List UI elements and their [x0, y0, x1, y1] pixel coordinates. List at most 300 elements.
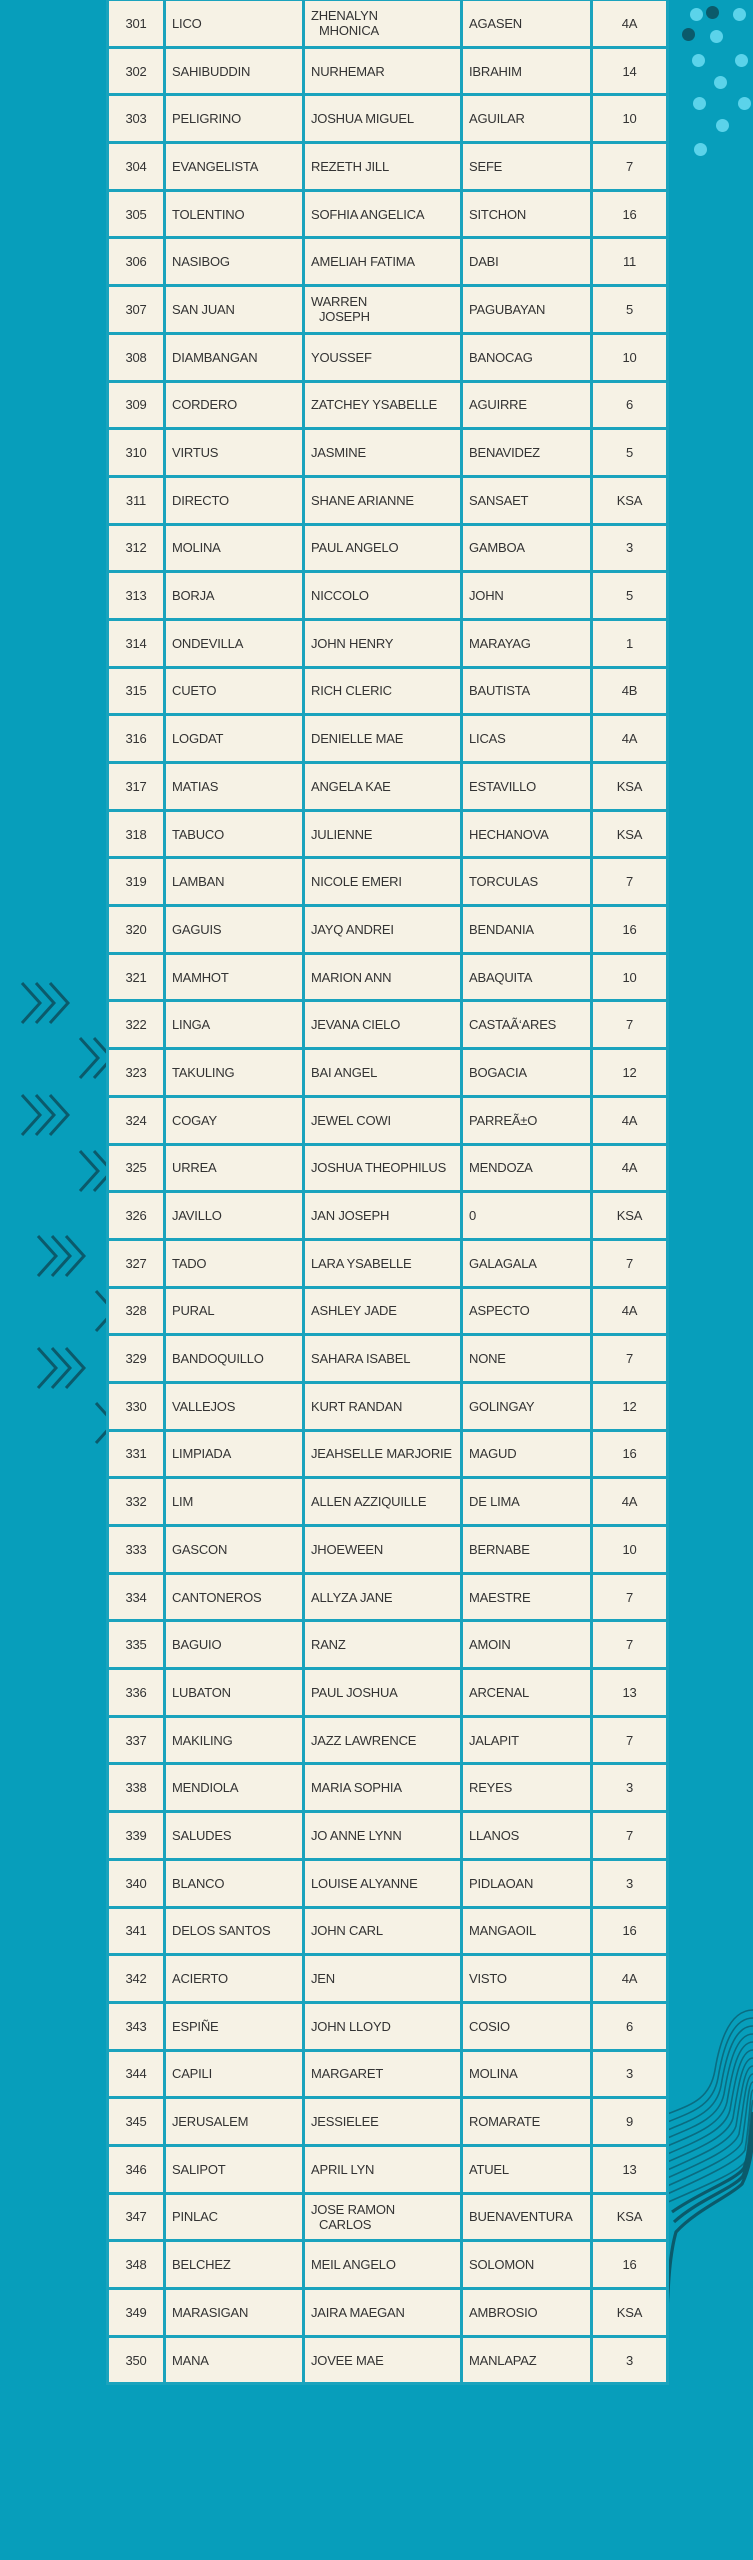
row-number-cell: 311	[108, 476, 165, 524]
grade-cell: 9	[592, 2098, 668, 2146]
row-number-cell: 310	[108, 429, 165, 477]
chevron-right-icon	[36, 1233, 96, 1279]
dot-icon	[716, 119, 729, 132]
last-name-cell: LUBATON	[165, 1669, 304, 1717]
grade-cell: 4A	[592, 0, 668, 47]
row-number-cell: 332	[108, 1478, 165, 1526]
last-name-cell: MAMHOT	[165, 953, 304, 1001]
last-name-cell: CANTONEROS	[165, 1573, 304, 1621]
first-name-cell	[304, 1716, 462, 1764]
first-name-cell	[304, 1096, 462, 1144]
grade-cell: 16	[592, 1907, 668, 1955]
grade-cell: 11	[592, 238, 668, 286]
first-name-line: JOSHUA MIGUEL	[311, 111, 414, 127]
last-name-cell: ESPIÑE	[165, 2002, 304, 2050]
last-name-cell: MANA	[165, 2336, 304, 2384]
table-row	[108, 1812, 668, 1860]
last-name-cell: ONDEVILLA	[165, 619, 304, 667]
first-name-line: SHANE ARIANNE	[311, 492, 414, 508]
last-name-cell: VIRTUS	[165, 429, 304, 477]
middle-name-cell: NONE	[462, 1335, 592, 1383]
grade-cell: 12	[592, 1049, 668, 1097]
chevron-right-icon	[78, 1148, 106, 1194]
first-name-line: ANGELA KAE	[311, 778, 391, 794]
grade-cell: 3	[592, 524, 668, 572]
first-name-line: NURHEMAR	[311, 63, 385, 79]
row-number-cell: 324	[108, 1096, 165, 1144]
first-name-line: RANZ	[311, 1637, 346, 1653]
grade-cell: 1	[592, 619, 668, 667]
middle-name-cell: BUENAVENTURA	[462, 2193, 592, 2241]
row-number-cell: 309	[108, 381, 165, 429]
grade-cell: 4A	[592, 1955, 668, 2003]
grade-cell: 7	[592, 143, 668, 191]
middle-name-cell: LLANOS	[462, 1812, 592, 1860]
dot-icon	[738, 97, 751, 110]
row-number-cell: 338	[108, 1764, 165, 1812]
dot-icon	[693, 97, 706, 110]
last-name-cell: BLANCO	[165, 1859, 304, 1907]
middle-name-cell: GALAGALA	[462, 1239, 592, 1287]
middle-name-cell: BENDANIA	[462, 906, 592, 954]
row-number-cell: 328	[108, 1287, 165, 1335]
grade-cell: 16	[592, 906, 668, 954]
table-row	[108, 1096, 668, 1144]
middle-name-cell: MOLINA	[462, 2050, 592, 2098]
middle-name-cell: JOHN	[462, 572, 592, 620]
table-row	[108, 1192, 668, 1240]
first-name-line: JOVEE MAE	[311, 2352, 384, 2368]
first-name-cell	[304, 1859, 462, 1907]
first-name-line: MARION ANN	[311, 969, 392, 985]
table-row	[108, 1669, 668, 1717]
row-number-cell: 341	[108, 1907, 165, 1955]
first-name-cell	[304, 381, 462, 429]
dot-icon	[735, 54, 748, 67]
last-name-cell: EVANGELISTA	[165, 143, 304, 191]
middle-name-cell: 0	[462, 1192, 592, 1240]
table-row	[108, 2050, 668, 2098]
last-name-cell: DIAMBANGAN	[165, 333, 304, 381]
grade-cell: KSA	[592, 1192, 668, 1240]
first-name-line: RICH CLERIC	[311, 683, 392, 699]
table-row	[108, 47, 668, 95]
first-name-cell	[304, 2336, 462, 2384]
last-name-cell: LOGDAT	[165, 715, 304, 763]
first-name-cell	[304, 763, 462, 811]
first-name-line: NICCOLO	[311, 588, 369, 604]
first-name-cell	[304, 2002, 462, 2050]
last-name-cell: SAN JUAN	[165, 286, 304, 334]
table-row	[108, 1239, 668, 1287]
first-name-line: JOHN HENRY	[311, 635, 394, 651]
last-name-cell: BANDOQUILLO	[165, 1335, 304, 1383]
first-name-line: APRIL LYN	[311, 2161, 375, 2177]
row-number-cell: 314	[108, 619, 165, 667]
grade-cell: 10	[592, 953, 668, 1001]
middle-name-cell: AGUIRRE	[462, 381, 592, 429]
last-name-cell: BAGUIO	[165, 1621, 304, 1669]
table-row	[108, 2336, 668, 2384]
first-name-line: BAI ANGEL	[311, 1064, 378, 1080]
first-name-line: JAIRA MAEGAN	[311, 2304, 405, 2320]
first-name-line: ALLYZA JANE	[311, 1589, 393, 1605]
table-row	[108, 143, 668, 191]
row-number-cell: 334	[108, 1573, 165, 1621]
first-name-line: SOFHIA ANGELICA	[311, 206, 425, 222]
grade-cell: 3	[592, 2336, 668, 2384]
first-name-cell	[304, 1764, 462, 1812]
row-number-cell: 321	[108, 953, 165, 1001]
chevron-right-icon	[94, 1288, 106, 1334]
first-name-line: LOUISE ALYANNE	[311, 1875, 418, 1891]
first-name-cell	[304, 2289, 462, 2337]
first-name-cell	[304, 1049, 462, 1097]
first-name-line: ALLEN AZZIQUILLE	[311, 1494, 427, 1510]
first-name-cell	[304, 572, 462, 620]
table-row	[108, 0, 668, 47]
row-number-cell: 306	[108, 238, 165, 286]
row-number-cell: 303	[108, 95, 165, 143]
first-name-cell	[304, 190, 462, 238]
row-number-cell: 322	[108, 1001, 165, 1049]
middle-name-cell: SEFE	[462, 143, 592, 191]
dot-icon	[692, 54, 705, 67]
middle-name-cell: BAUTISTA	[462, 667, 592, 715]
row-number-cell: 307	[108, 286, 165, 334]
row-number-cell: 308	[108, 333, 165, 381]
first-name-cell	[304, 619, 462, 667]
first-name-cell	[304, 238, 462, 286]
row-number-cell: 349	[108, 2289, 165, 2337]
first-name-line: JOHN CARL	[311, 1923, 383, 1939]
row-number-cell: 345	[108, 2098, 165, 2146]
table-row	[108, 1144, 668, 1192]
middle-name-cell: MAESTRE	[462, 1573, 592, 1621]
first-name-line: JULIENNE	[311, 826, 373, 842]
row-number-cell: 327	[108, 1239, 165, 1287]
first-name-line: JOSHUA THEOPHILUS	[311, 1160, 447, 1176]
grade-cell: 4A	[592, 1144, 668, 1192]
last-name-cell: SALIPOT	[165, 2145, 304, 2193]
first-name-line: JO ANNE LYNN	[311, 1827, 402, 1843]
student-list-table	[106, 0, 669, 2385]
last-name-cell: URREA	[165, 1144, 304, 1192]
first-name-line: SAHARA ISABEL	[311, 1351, 411, 1367]
middle-name-cell: AGUILAR	[462, 95, 592, 143]
last-name-cell: CORDERO	[165, 381, 304, 429]
row-number-cell: 342	[108, 1955, 165, 2003]
table-row	[108, 1001, 668, 1049]
last-name-cell: MOLINA	[165, 524, 304, 572]
grade-cell: 5	[592, 572, 668, 620]
first-name-line: JOSEPH	[319, 309, 370, 325]
grade-cell: 6	[592, 381, 668, 429]
row-number-cell: 331	[108, 1430, 165, 1478]
first-name-cell	[304, 1382, 462, 1430]
first-name-cell	[304, 524, 462, 572]
row-number-cell: 317	[108, 763, 165, 811]
last-name-cell: TABUCO	[165, 810, 304, 858]
grade-cell: 7	[592, 858, 668, 906]
grade-cell: 13	[592, 1669, 668, 1717]
grade-cell: 16	[592, 1430, 668, 1478]
first-name-line: WARREN	[311, 294, 368, 310]
first-name-line: ZHENALYN	[311, 8, 378, 24]
table-row	[108, 619, 668, 667]
chevron-right-icon	[94, 1400, 106, 1446]
first-name-line: DENIELLE MAE	[311, 731, 404, 747]
first-name-line: CARLOS	[319, 2216, 372, 2232]
last-name-cell: SALUDES	[165, 1812, 304, 1860]
table-row	[108, 1049, 668, 1097]
middle-name-cell: DE LIMA	[462, 1478, 592, 1526]
first-name-line: JAYQ ANDREI	[311, 921, 394, 937]
grade-cell: 3	[592, 2050, 668, 2098]
first-name-cell	[304, 906, 462, 954]
last-name-cell: TADO	[165, 1239, 304, 1287]
row-number-cell: 329	[108, 1335, 165, 1383]
table-row	[108, 2241, 668, 2289]
first-name-cell	[304, 143, 462, 191]
last-name-cell: BELCHEZ	[165, 2241, 304, 2289]
last-name-cell: DIRECTO	[165, 476, 304, 524]
first-name-cell	[304, 667, 462, 715]
grade-cell: 10	[592, 95, 668, 143]
first-name-cell	[304, 2098, 462, 2146]
first-name-line: ZATCHEY YSABELLE	[311, 397, 438, 413]
middle-name-cell: COSIO	[462, 2002, 592, 2050]
first-name-line: JEAHSELLE MARJORIE	[311, 1446, 452, 1462]
first-name-line: JEVANA CIELO	[311, 1017, 401, 1033]
first-name-cell	[304, 2193, 462, 2241]
row-number-cell: 302	[108, 47, 165, 95]
grade-cell: 16	[592, 190, 668, 238]
row-number-cell: 348	[108, 2241, 165, 2289]
last-name-cell: PINLAC	[165, 2193, 304, 2241]
table-row	[108, 1478, 668, 1526]
first-name-cell	[304, 1335, 462, 1383]
grade-cell: 4A	[592, 1287, 668, 1335]
chevron-right-icon	[36, 1345, 96, 1391]
table-row	[108, 858, 668, 906]
first-name-line: KURT RANDAN	[311, 1398, 403, 1414]
middle-name-cell: BENAVIDEZ	[462, 429, 592, 477]
first-name-cell	[304, 1621, 462, 1669]
row-number-cell: 344	[108, 2050, 165, 2098]
row-number-cell: 325	[108, 1144, 165, 1192]
first-name-cell	[304, 429, 462, 477]
grade-cell: 10	[592, 1526, 668, 1574]
middle-name-cell: REYES	[462, 1764, 592, 1812]
grade-cell: 7	[592, 1335, 668, 1383]
grade-cell: KSA	[592, 810, 668, 858]
first-name-cell	[304, 1287, 462, 1335]
row-number-cell: 312	[108, 524, 165, 572]
last-name-cell: COGAY	[165, 1096, 304, 1144]
table-row	[108, 476, 668, 524]
middle-name-cell: BERNABE	[462, 1526, 592, 1574]
last-name-cell: ACIERTO	[165, 1955, 304, 2003]
last-name-cell: CUETO	[165, 667, 304, 715]
row-number-cell: 336	[108, 1669, 165, 1717]
middle-name-cell: HECHANOVA	[462, 810, 592, 858]
middle-name-cell: PIDLAOAN	[462, 1859, 592, 1907]
last-name-cell: JAVILLO	[165, 1192, 304, 1240]
row-number-cell: 305	[108, 190, 165, 238]
table-row	[108, 906, 668, 954]
first-name-cell	[304, 1239, 462, 1287]
last-name-cell: LAMBAN	[165, 858, 304, 906]
grade-cell: 7	[592, 1716, 668, 1764]
last-name-cell: LINGA	[165, 1001, 304, 1049]
row-number-cell: 323	[108, 1049, 165, 1097]
first-name-cell	[304, 333, 462, 381]
middle-name-cell: ROMARATE	[462, 2098, 592, 2146]
table-row	[108, 953, 668, 1001]
table-row	[108, 238, 668, 286]
first-name-line: ASHLEY JADE	[311, 1303, 397, 1319]
table-row	[108, 381, 668, 429]
first-name-line: PAUL JOSHUA	[311, 1684, 398, 1700]
table-row	[108, 810, 668, 858]
middle-name-cell: ARCENAL	[462, 1669, 592, 1717]
row-number-cell: 335	[108, 1621, 165, 1669]
middle-name-cell: PARREÃ±O	[462, 1096, 592, 1144]
row-number-cell: 343	[108, 2002, 165, 2050]
middle-name-cell: AGASEN	[462, 0, 592, 47]
middle-name-cell: BOGACIA	[462, 1049, 592, 1097]
chevron-right-icon	[20, 1092, 80, 1138]
table-row	[108, 2193, 668, 2241]
middle-name-cell: ASPECTO	[462, 1287, 592, 1335]
row-number-cell: 340	[108, 1859, 165, 1907]
middle-name-cell: ATUEL	[462, 2145, 592, 2193]
middle-name-cell: ABAQUITA	[462, 953, 592, 1001]
middle-name-cell: JALAPIT	[462, 1716, 592, 1764]
grade-cell: 7	[592, 1621, 668, 1669]
table-row	[108, 1764, 668, 1812]
first-name-cell	[304, 476, 462, 524]
first-name-cell	[304, 1573, 462, 1621]
table-row	[108, 1573, 668, 1621]
last-name-cell: SAHIBUDDIN	[165, 47, 304, 95]
table-row	[108, 333, 668, 381]
last-name-cell: MARASIGAN	[165, 2289, 304, 2337]
first-name-line: MARGARET	[311, 2066, 384, 2082]
first-name-cell	[304, 95, 462, 143]
first-name-cell	[304, 1430, 462, 1478]
table-row	[108, 763, 668, 811]
row-number-cell: 318	[108, 810, 165, 858]
last-name-cell: JERUSALEM	[165, 2098, 304, 2146]
last-name-cell: PURAL	[165, 1287, 304, 1335]
row-number-cell: 313	[108, 572, 165, 620]
first-name-line: MARIA SOPHIA	[311, 1780, 402, 1796]
last-name-cell: LICO	[165, 0, 304, 47]
middle-name-cell: TORCULAS	[462, 858, 592, 906]
table-row	[108, 1526, 668, 1574]
grade-cell: 16	[592, 2241, 668, 2289]
first-name-cell	[304, 1144, 462, 1192]
last-name-cell: BORJA	[165, 572, 304, 620]
first-name-line: JEWEL COWI	[311, 1112, 391, 1128]
last-name-cell: CAPILI	[165, 2050, 304, 2098]
first-name-cell	[304, 2241, 462, 2289]
middle-name-cell: GOLINGAY	[462, 1382, 592, 1430]
row-number-cell: 330	[108, 1382, 165, 1430]
first-name-cell	[304, 1907, 462, 1955]
first-name-line: MHONICA	[319, 23, 379, 39]
decorative-chevrons	[0, 0, 106, 2560]
first-name-cell	[304, 0, 462, 47]
last-name-cell: MAKILING	[165, 1716, 304, 1764]
decorative-wave-lines	[660, 2000, 753, 2330]
grade-cell: KSA	[592, 2193, 668, 2241]
middle-name-cell: BANOCAG	[462, 333, 592, 381]
row-number-cell: 333	[108, 1526, 165, 1574]
first-name-line: NICOLE EMERI	[311, 874, 402, 890]
table-row	[108, 2098, 668, 2146]
row-number-cell: 326	[108, 1192, 165, 1240]
last-name-cell: MATIAS	[165, 763, 304, 811]
dot-icon	[694, 143, 707, 156]
grade-cell: 7	[592, 1812, 668, 1860]
table-row	[108, 1335, 668, 1383]
table-row	[108, 190, 668, 238]
middle-name-cell: GAMBOA	[462, 524, 592, 572]
chevron-right-icon	[20, 980, 80, 1026]
grade-cell: KSA	[592, 763, 668, 811]
middle-name-cell: VISTO	[462, 1955, 592, 2003]
grade-cell: 3	[592, 1859, 668, 1907]
first-name-cell	[304, 858, 462, 906]
dot-icon	[714, 76, 727, 89]
middle-name-cell: LICAS	[462, 715, 592, 763]
table-row	[108, 429, 668, 477]
table-row	[108, 1287, 668, 1335]
grade-cell: 4A	[592, 715, 668, 763]
dot-icon	[682, 28, 695, 41]
middle-name-cell: AMOIN	[462, 1621, 592, 1669]
last-name-cell: LIMPIADA	[165, 1430, 304, 1478]
last-name-cell: DELOS SANTOS	[165, 1907, 304, 1955]
table-row	[108, 286, 668, 334]
row-number-cell: 316	[108, 715, 165, 763]
table-row	[108, 1621, 668, 1669]
last-name-cell: TAKULING	[165, 1049, 304, 1097]
first-name-line: JEN	[311, 1971, 335, 1987]
row-number-cell: 339	[108, 1812, 165, 1860]
first-name-cell	[304, 715, 462, 763]
grade-cell: 4A	[592, 1478, 668, 1526]
middle-name-cell: AMBROSIO	[462, 2289, 592, 2337]
table-row	[108, 1430, 668, 1478]
first-name-line: MEIL ANGELO	[311, 2257, 396, 2273]
middle-name-cell: MAGUD	[462, 1430, 592, 1478]
grade-cell: 10	[592, 333, 668, 381]
first-name-line: PAUL ANGELO	[311, 540, 399, 556]
grade-cell: 4B	[592, 667, 668, 715]
dot-icon	[706, 6, 719, 19]
row-number-cell: 350	[108, 2336, 165, 2384]
grade-cell: 5	[592, 429, 668, 477]
last-name-cell: VALLEJOS	[165, 1382, 304, 1430]
last-name-cell: MENDIOLA	[165, 1764, 304, 1812]
first-name-cell	[304, 1526, 462, 1574]
middle-name-cell: MARAYAG	[462, 619, 592, 667]
grade-cell: 4A	[592, 1096, 668, 1144]
